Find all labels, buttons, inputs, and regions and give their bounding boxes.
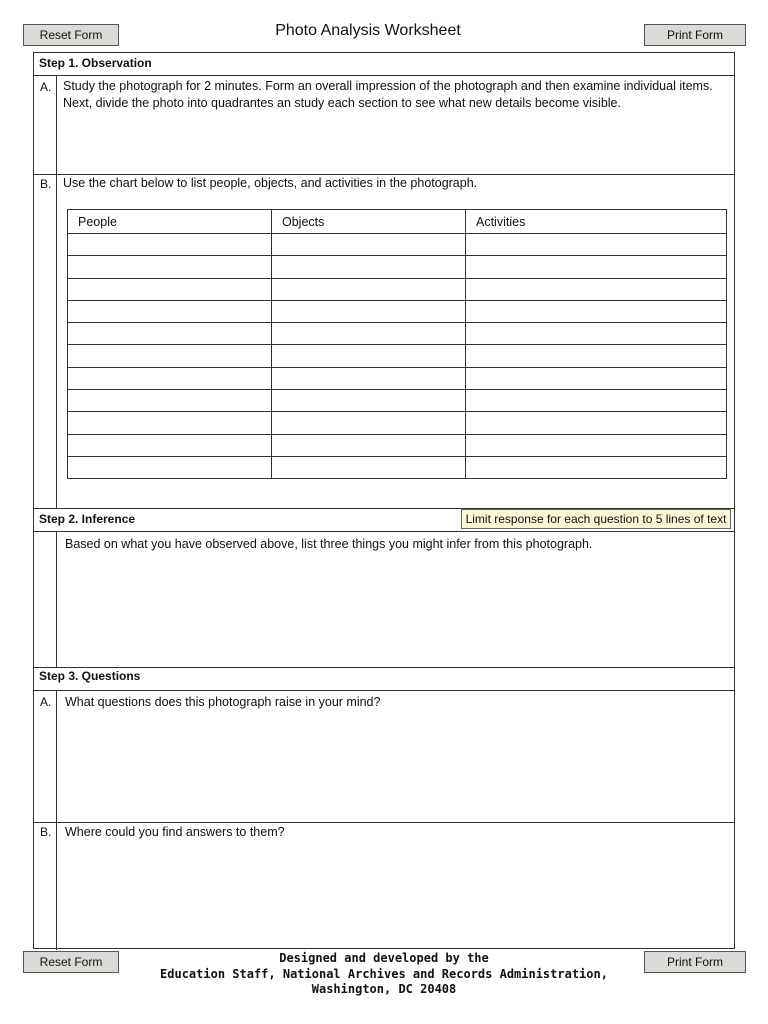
chart-cell-people[interactable] xyxy=(68,434,272,456)
divider xyxy=(34,667,734,668)
page-title: Photo Analysis Worksheet xyxy=(275,22,461,39)
column-header-activities: Activities xyxy=(466,210,727,234)
footer-credits xyxy=(140,951,628,998)
worksheet xyxy=(33,52,735,949)
divider xyxy=(34,822,734,823)
chart-cell-objects[interactable] xyxy=(272,434,466,456)
step1-a-letter: A. xyxy=(40,80,52,94)
step2-response-field[interactable] xyxy=(62,557,730,663)
chart-row xyxy=(68,390,727,412)
chart-cell-people[interactable] xyxy=(68,278,272,300)
chart-cell-activities[interactable] xyxy=(466,412,727,434)
chart-cell-objects[interactable] xyxy=(272,345,466,367)
step3-b-text: Where could you find answers to them? xyxy=(65,825,285,839)
print-form-button-bottom[interactable]: Print Form xyxy=(644,951,746,973)
footer-line-2: Education Staff, National Archives and Records Administration, xyxy=(160,966,608,981)
footer-line-1: Designed and developed by the xyxy=(279,951,489,965)
divider xyxy=(34,531,734,532)
column-header-people: People xyxy=(68,210,272,234)
chart-cell-objects[interactable] xyxy=(272,456,466,478)
divider xyxy=(34,690,734,691)
chart-row xyxy=(68,300,727,322)
chart-row xyxy=(68,345,727,367)
step1-b-letter: B. xyxy=(40,177,52,191)
observation-chart xyxy=(67,209,727,479)
chart-cell-people[interactable] xyxy=(68,234,272,256)
chart-cell-activities[interactable] xyxy=(466,434,727,456)
chart-cell-activities[interactable] xyxy=(466,300,727,322)
chart-cell-objects[interactable] xyxy=(272,412,466,434)
chart-cell-objects[interactable] xyxy=(272,278,466,300)
chart-cell-people[interactable] xyxy=(68,390,272,412)
chart-cell-activities[interactable] xyxy=(466,456,727,478)
chart-row xyxy=(68,234,727,256)
chart-cell-objects[interactable] xyxy=(272,390,466,412)
chart-cell-people[interactable] xyxy=(68,367,272,389)
step3-b-response-field[interactable] xyxy=(62,845,730,945)
step2-letter-column-divider xyxy=(56,531,57,667)
step3-heading: Step 3. Questions xyxy=(39,669,141,683)
step3-a-letter: A. xyxy=(40,695,52,709)
step2-text: Based on what you have observed above, list three things you might infer from this photograph. xyxy=(65,537,593,551)
chart-cell-activities[interactable] xyxy=(466,323,727,345)
step3-b-letter: B. xyxy=(40,825,52,839)
footer-line-3: Washington, DC 20408 xyxy=(311,982,457,996)
chart-cell-objects[interactable] xyxy=(272,323,466,345)
chart-cell-objects[interactable] xyxy=(272,300,466,322)
chart-cell-activities[interactable] xyxy=(466,278,727,300)
step1-b-text: Use the chart below to list people, objects, and activities in the photograph. xyxy=(63,176,478,190)
chart-cell-people[interactable] xyxy=(68,456,272,478)
chart-cell-people[interactable] xyxy=(68,345,272,367)
chart-cell-activities[interactable] xyxy=(466,234,727,256)
chart-cell-people[interactable] xyxy=(68,256,272,278)
chart-cell-people[interactable] xyxy=(68,300,272,322)
chart-cell-objects[interactable] xyxy=(272,256,466,278)
chart-row xyxy=(68,412,727,434)
limit-note: Limit response for each question to 5 lines of text xyxy=(461,509,731,529)
chart-cell-objects[interactable] xyxy=(272,234,466,256)
step1-a-text: Study the photograph for 2 minutes. Form an overall impression of the photograph and then examine individual items. Next, divide the photo into quadrantes an study each section to see what new details become visible. xyxy=(63,79,713,110)
step3-letter-column-divider xyxy=(56,690,57,950)
chart-row xyxy=(68,434,727,456)
divider xyxy=(34,75,734,76)
chart-row xyxy=(68,367,727,389)
step1-a-response-field[interactable] xyxy=(62,117,730,173)
chart-row xyxy=(68,256,727,278)
chart-cell-activities[interactable] xyxy=(466,390,727,412)
step1-heading: Step 1. Observation xyxy=(39,56,152,70)
chart-cell-people[interactable] xyxy=(68,412,272,434)
chart-cell-activities[interactable] xyxy=(466,256,727,278)
chart-cell-people[interactable] xyxy=(68,323,272,345)
step3-a-text: What questions does this photograph raise in your mind? xyxy=(65,695,381,709)
step1-letter-column-divider xyxy=(56,75,57,508)
chart-row xyxy=(68,323,727,345)
chart-row xyxy=(68,456,727,478)
column-header-objects: Objects xyxy=(272,210,466,234)
chart-cell-activities[interactable] xyxy=(466,345,727,367)
reset-form-button[interactable]: Reset Form xyxy=(23,24,119,46)
reset-form-button-bottom[interactable]: Reset Form xyxy=(23,951,119,973)
chart-cell-objects[interactable] xyxy=(272,367,466,389)
chart-row xyxy=(68,278,727,300)
step2-heading: Step 2. Inference xyxy=(39,512,136,526)
chart-body xyxy=(68,234,727,479)
print-form-button[interactable]: Print Form xyxy=(644,24,746,46)
step3-a-response-field[interactable] xyxy=(62,715,730,819)
chart-cell-activities[interactable] xyxy=(466,367,727,389)
